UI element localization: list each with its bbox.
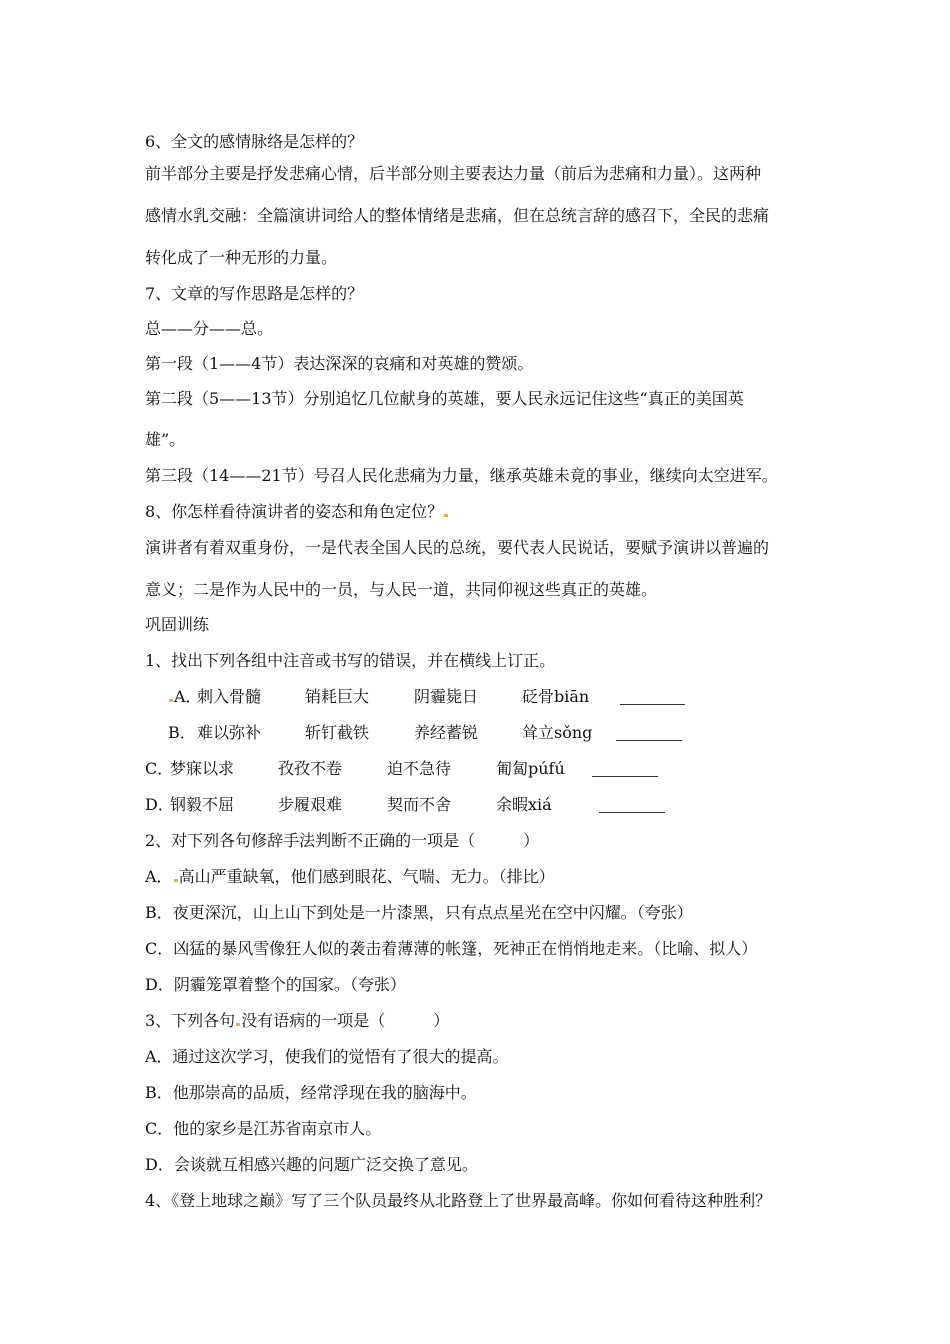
- ex2-question: 2、对下列各句修辞手法判断不正确的一项是（ ）: [145, 831, 540, 850]
- ex3-option-c: C．他的家乡是江苏省南京市人。: [145, 1119, 382, 1138]
- ex1-row-c-item-4: 匍匐púfú: [496, 759, 565, 778]
- q6-answer-line-2: 感情水乳交融：全篇演讲词给人的整体情绪是悲痛，但在总统言辞的感召下，全民的悲痛: [145, 206, 770, 225]
- ex1-row-b-item-3: 养经蓄锐: [414, 723, 479, 742]
- q8-question: [145, 502, 449, 522]
- ex1-row-b-label: B．: [168, 723, 196, 742]
- ex2-option-d: D．阴霾笼罩着整个的国家。（夸张）: [145, 975, 406, 994]
- ex1-question: 1、找出下列各组中注音或书写的错误，并在横线上订正。: [145, 651, 556, 670]
- q8-question-text: 8、你怎样看待演讲者的姿态和角色定位？: [145, 502, 444, 521]
- ex1-row-a-item-3: 阴霾毙日: [414, 687, 479, 706]
- ex1-row-b-item-1: 难以弥补: [197, 723, 262, 742]
- ex1-row-a-item-2: 销耗巨大: [305, 687, 370, 706]
- q7-part-2-line-2: 雄”。: [145, 430, 186, 449]
- ex1-row-d-item-3: 契而不舍: [387, 795, 452, 814]
- ex4-question: 4、《登上地球之巅》写了三个队员最终从北路登上了世界最高峰。你如何看待这种胜利？: [145, 1191, 772, 1210]
- q8-answer-line-2: 意义；二是作为人民中的一员，与人民一道，共同仰视这些真正的英雄。: [145, 580, 658, 599]
- ex2-option-c: C．凶猛的暴风雪像狂人似的袭击着薄薄的帐篷，死神正在悄悄地走来。（比喻、拟人）: [145, 939, 758, 958]
- ex1-row-d-answer-blank[interactable]: [599, 812, 665, 813]
- ex1-row-d-label: D．: [145, 795, 174, 814]
- q7-part-1: 第一段（1——4节）表达深深的哀痛和对英雄的赞颂。: [145, 354, 534, 373]
- ex2-option-a: A． 高山严重缺氧，他们感到眼花、气喘、无力。（排比）: [145, 867, 555, 886]
- ex1-row-a-label: A．: [168, 687, 202, 707]
- ex1-row-c-label: C．: [145, 759, 174, 778]
- q7-part-2-line-1: 第二段（5——13节）分别追忆几位献身的英雄，要人民永远记住这些“真正的美国英: [145, 389, 744, 408]
- q7-structure: 总——分——总。: [145, 319, 274, 338]
- edit-mark: [174, 879, 178, 882]
- ex1-row-a-item-4: 砭骨biān: [522, 687, 590, 706]
- q8-answer-line-1: 演讲者有着双重身份，一是代表全国人民的总统，要代表人民说话，要赋予演讲以普遍的: [145, 538, 770, 557]
- ex3-option-b: B．他那崇高的品质，经常浮现在我的脑海中。: [145, 1083, 477, 1102]
- ex1-row-c-item-3: 迫不急待: [387, 759, 452, 778]
- q7-question: 7、文章的写作思路是怎样的？: [145, 284, 364, 303]
- ex3-question: 3、下列各句 没有语病的一项是（ ）: [145, 1011, 450, 1030]
- ex2-option-b: B．夜更深沉，山上山下到处是一片漆黑，只有点点星光在空中闪耀。（夸张）: [145, 903, 693, 922]
- edit-mark: [444, 514, 448, 517]
- ex1-row-d-item-4: 余暇xiá: [496, 795, 552, 814]
- ex1-row-b-item-4: 耸立sǒng: [522, 723, 593, 742]
- ex1-row-a-item-1: 刺入骨髓: [197, 687, 262, 706]
- ex3-option-d: D．会谈就互相感兴趣的问题广泛交换了意见。: [145, 1155, 478, 1174]
- q6-question: 6、全文的感情脉络是怎样的？: [145, 132, 364, 151]
- q6-answer-line-3: 转化成了一种无形的力量。: [145, 248, 338, 267]
- q6-answer-line-1: 前半部分主要是抒发悲痛心情，后半部分则主要表达力量（前后为悲痛和力量）。这两种: [145, 164, 762, 183]
- edit-mark: [236, 1023, 240, 1026]
- q7-part-3: 第三段（14——21节）号召人民化悲痛为力量，继承英雄未竟的事业，继续向太空进军。: [145, 466, 778, 485]
- ex1-row-c-answer-blank[interactable]: [592, 776, 658, 777]
- ex1-row-b-item-2: 斩钉截铁: [305, 723, 370, 742]
- ex1-row-b-answer-blank[interactable]: [616, 740, 682, 741]
- ex1-row-c-item-1: 梦寐以求: [170, 759, 235, 778]
- ex3-option-a: A．通过这次学习，使我们的觉悟有了很大的提高。: [145, 1047, 509, 1066]
- edit-mark: [169, 699, 173, 702]
- ex1-row-a-answer-blank[interactable]: [620, 704, 685, 705]
- ex1-row-c-item-2: 孜孜不卷: [278, 759, 343, 778]
- section-title: 巩固训练: [145, 615, 210, 634]
- ex1-row-d-item-1: 钢毅不屈: [170, 795, 235, 814]
- ex1-row-d-item-2: 步履艰难: [278, 795, 343, 814]
